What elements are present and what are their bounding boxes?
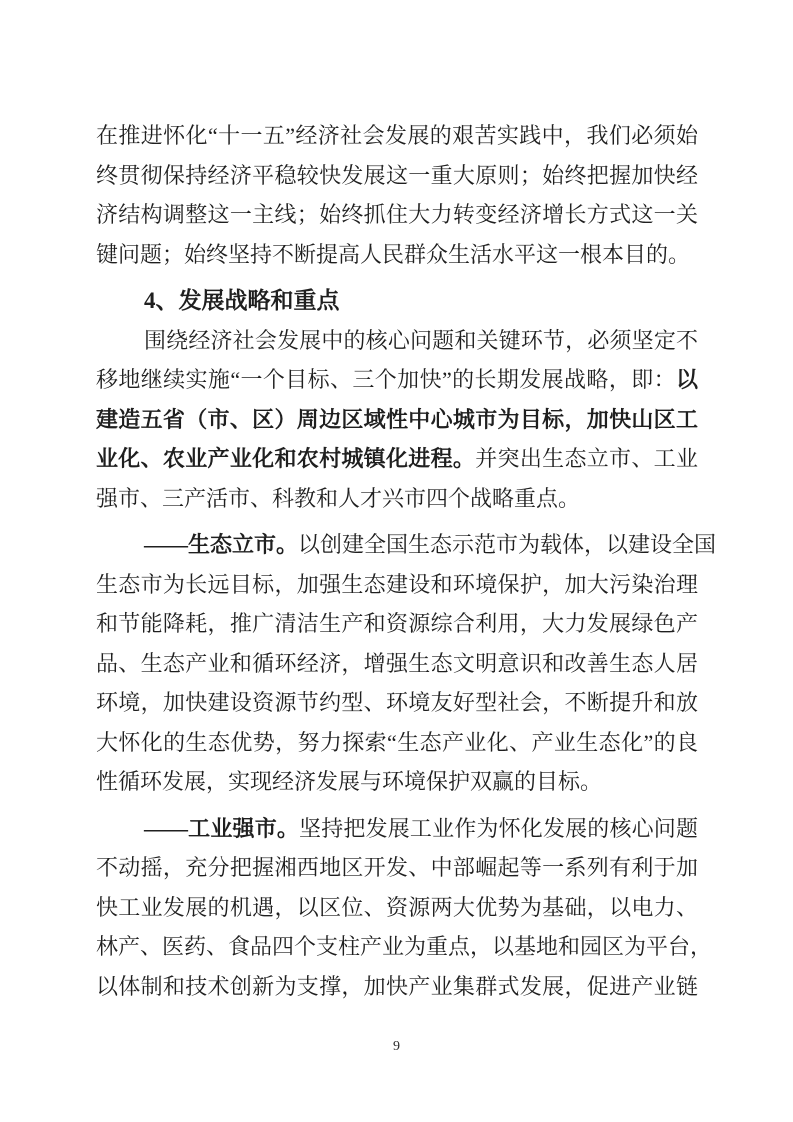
- section-heading: 4、发展战略和重点: [144, 288, 340, 313]
- text-run: 坚持把发展工业作为怀化发展的核心问题: [299, 815, 698, 841]
- text-run: 并突出生态立市、工业: [475, 446, 698, 471]
- text-run: 移地继续实施“一个目标、三个加快”的长期发展战略，即：: [96, 367, 676, 392]
- text-line: 生态市为长远目标，加强生态建设和环境保护，加大污染治理: [96, 571, 698, 597]
- subsection-title: ——工业强市。: [144, 815, 300, 841]
- text-line: [96, 439, 698, 479]
- text-line: 和节能降耗，推广清洁生产和资源综合利用，大力发展绿色产: [96, 611, 698, 636]
- page-number: 9: [393, 1039, 400, 1054]
- subsection-title: ——生态立市。: [144, 532, 299, 557]
- text-line: 环境，加快建设资源节约型、环境友好型社会，不断提升和放: [96, 690, 698, 715]
- text-line: [96, 360, 698, 400]
- text-line: 林产、医药、食品四个支柱产业为重点，以基地和园区为平台，: [96, 934, 713, 959]
- text-line: 建造五省（市、区）周边区域性中心城市为目标，加快山区工: [96, 406, 698, 432]
- text-line: 强市、三产活市、科教和人才兴市四个战略重点。: [96, 485, 581, 511]
- text-line: 大怀化的生态优势，努力探索“生态产业化、产业生态化”的良: [96, 729, 699, 755]
- text-line: 快工业发展的机遇，以区位、资源两大优势为基础，以电力、: [96, 894, 698, 920]
- text-line: 不动摇，充分把握湘西地区开发、中部崛起等一系列有利于加: [96, 855, 698, 880]
- text-line: [96, 809, 698, 849]
- text-run: 以创建全国生态示范市为载体，以建设全国: [298, 532, 717, 557]
- text-line: 终贯彻保持经济平稳较快发展这一重大原则；始终把握加快经: [96, 162, 698, 188]
- text-line: [96, 525, 717, 565]
- text-line: 性循环发展，实现经济发展与环境保护双赢的目标。: [96, 769, 603, 794]
- text-run-bold: 以: [675, 367, 698, 392]
- text-run-bold: 业化、农业产业化和农村城镇化进程。: [96, 446, 476, 471]
- text-line: 以体制和技术创新为支撑，加快产业集群式发展，促进产业链: [96, 973, 698, 999]
- document-body: [96, 116, 717, 1006]
- text-line: 围绕经济社会发展中的核心问题和关键环节，必须坚定不: [144, 327, 698, 353]
- text-line: 品、生态产业和循环经济，增强生态文明意识和改善生态人居: [96, 650, 698, 676]
- text-line: 济结构调整这一主线；始终抓住大力转变经济增长方式这一关: [96, 202, 698, 227]
- text-line: 在推进怀化“十一五”经济社会发展的艰苦实践中，我们必须始: [96, 123, 698, 148]
- text-line: 键问题；始终坚持不断提高人民群众生活水平这一根本目的。: [96, 241, 691, 267]
